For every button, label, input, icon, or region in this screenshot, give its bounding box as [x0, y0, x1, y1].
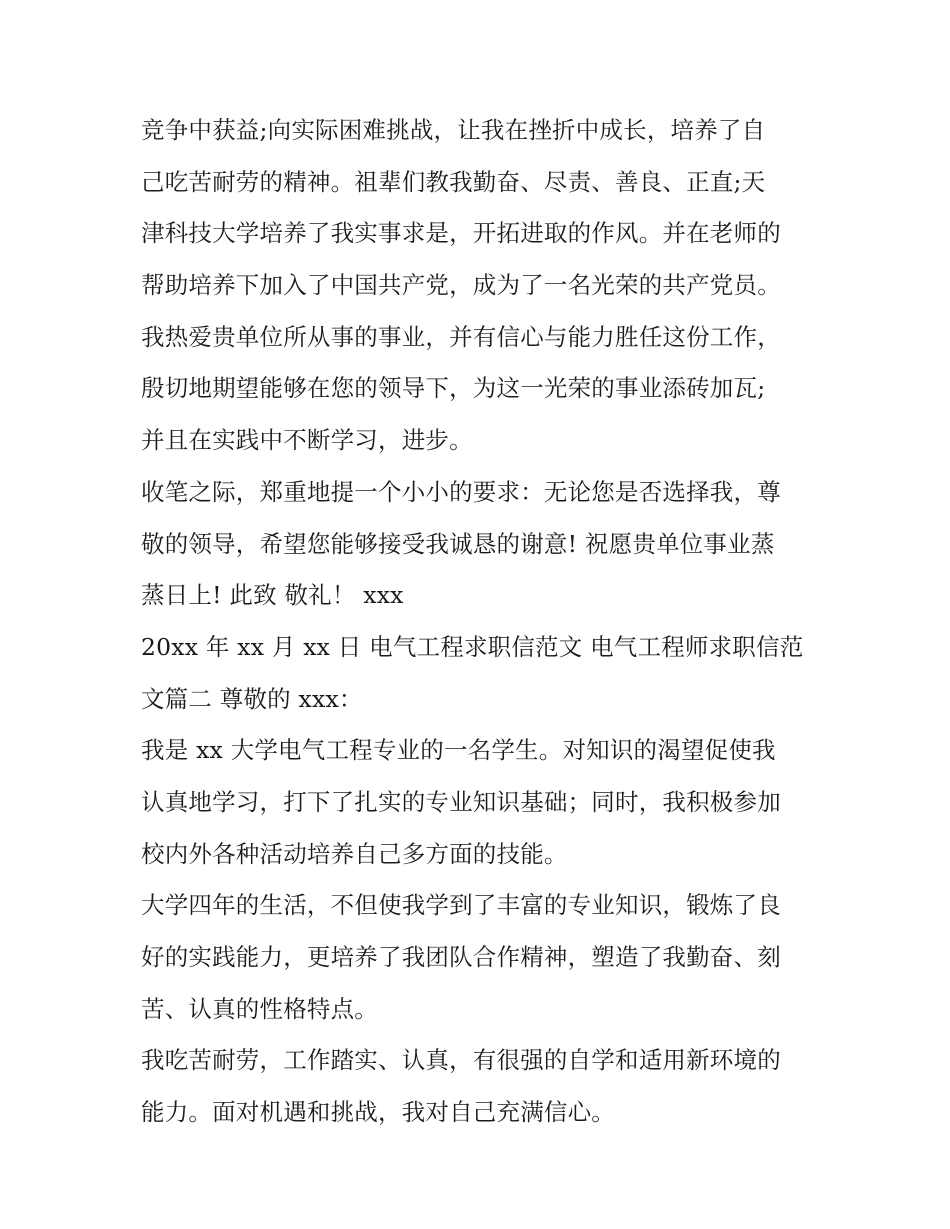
- text-line: 好的实践能力，更培养了我团队合作精神，塑造了我勤奋、刻: [141, 943, 781, 971]
- text-line: 大学四年的生活，不但使我学到了丰富的专业知识，锻炼了良: [141, 891, 781, 920]
- text-line: 帮助培养下加入了中国共产党，成为了一名光荣的共产党员。: [141, 271, 781, 300]
- text-line: 文篇二 尊敬的 xxx：: [141, 684, 363, 713]
- text-line: 我是 xx 大学电气工程专业的一名学生。对知识的渴望促使我: [141, 736, 776, 765]
- text-line: 并且在实践中不断学习，进步。: [141, 426, 473, 455]
- text-line: 敬的领导，希望您能够接受我诚恳的谢意! 祝愿贵单位事业蒸: [141, 529, 775, 558]
- text-line: 20xx 年 xx 月 xx 日 电气工程求职信范文 电气工程师求职信范: [141, 632, 804, 661]
- text-line: 我热爱贵单位所从事的事业，并有信心与能力胜任这份工作，: [141, 322, 781, 351]
- text-line: 竞争中获益;向实际困难挑战，让我在挫折中成长，培养了自: [141, 116, 766, 144]
- text-line: 苦、认真的性格特点。: [141, 994, 378, 1023]
- text-line: 校内外各种活动培养自己多方面的技能。: [141, 839, 568, 868]
- text-line: 我吃苦耐劳，工作踏实、认真，有很强的自学和适用新环境的: [141, 1046, 781, 1075]
- text-line: 己吃苦耐劳的精神。祖辈们教我勤奋、尽责、善良、正直;天: [141, 167, 766, 196]
- document-body: [141, 105, 821, 1139]
- text-line: 蒸日上! 此致 敬礼！ xxx: [141, 581, 404, 610]
- text-line: 收笔之际，郑重地提一个小小的要求：无论您是否选择我，尊: [141, 477, 781, 506]
- text-line: 津科技大学培养了我实事求是，开拓进取的作风。并在老师的: [141, 219, 781, 248]
- text-line: 殷切地期望能够在您的领导下，为这一光荣的事业添砖加瓦;: [141, 374, 766, 403]
- text-line: 认真地学习，打下了扎实的专业知识基础；同时，我积极参加: [141, 787, 781, 816]
- text-line: 能力。面对机遇和挑战，我对自己充满信心。: [141, 1098, 615, 1127]
